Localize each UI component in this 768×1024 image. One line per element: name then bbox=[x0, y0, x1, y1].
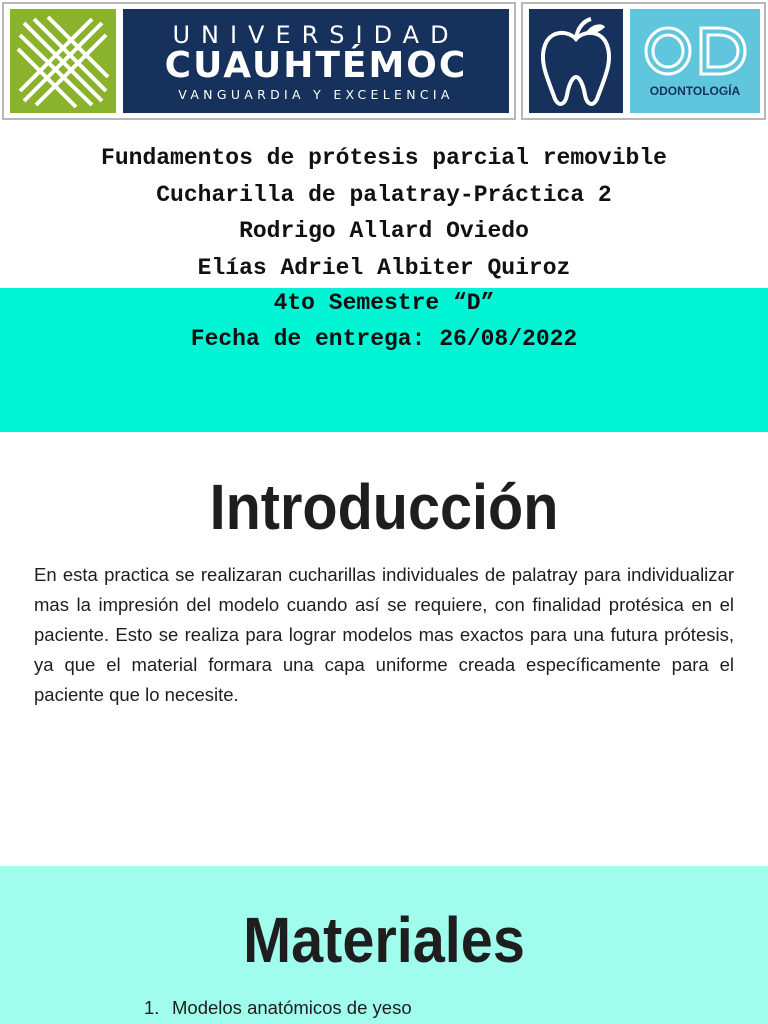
university-name-line2: CUAUHTÉMOC bbox=[164, 45, 468, 86]
list-item bbox=[144, 997, 412, 1019]
materials-list bbox=[144, 997, 412, 1019]
list-item-number: 1. bbox=[144, 997, 160, 1018]
od-monogram-icon bbox=[641, 23, 749, 79]
delivery-date: Fecha de entrega: 26/08/2022 bbox=[190, 326, 578, 352]
header-logos bbox=[0, 0, 768, 125]
university-name-line1: UNIVERSIDAD bbox=[172, 21, 460, 49]
list-item-text: Modelos anatómicos de yeso bbox=[172, 997, 412, 1018]
course-title: Fundamentos de prótesis parcial removible bbox=[101, 145, 667, 171]
introduction-paragraph: En esta practica se realizaran cucharillas individuales de palatray para individualizar mas la impresión del modelo cuando así se requiere, con finalidad protésica en el paciente. Esto se realiza para lograr modelos mas exactos para una futura prótesis, ya que el material formara una capa uniforme creada específicamente para el paciente que lo necesite. bbox=[34, 564, 734, 705]
university-wordmark bbox=[123, 9, 509, 113]
cover-title-block bbox=[0, 140, 768, 286]
tooth-apple-icon bbox=[529, 9, 623, 113]
faculty-name: ODONTOLOGÍA bbox=[649, 84, 741, 98]
semester-label: 4to Semestre “D” bbox=[273, 290, 495, 316]
university-slogan: VANGUARDIA Y EXCELENCIA bbox=[178, 87, 454, 102]
university-emblem-icon bbox=[10, 9, 116, 113]
introduction-heading: Introducción bbox=[209, 471, 559, 543]
faculty-badge bbox=[630, 9, 760, 113]
materials-heading: Materiales bbox=[243, 904, 525, 976]
author-2: Elías Adriel Albiter Quiroz bbox=[197, 254, 571, 281]
author-1: Rodrigo Allard Oviedo bbox=[239, 218, 529, 244]
practice-title: Cucharilla de palatray-Práctica 2 bbox=[156, 181, 612, 208]
